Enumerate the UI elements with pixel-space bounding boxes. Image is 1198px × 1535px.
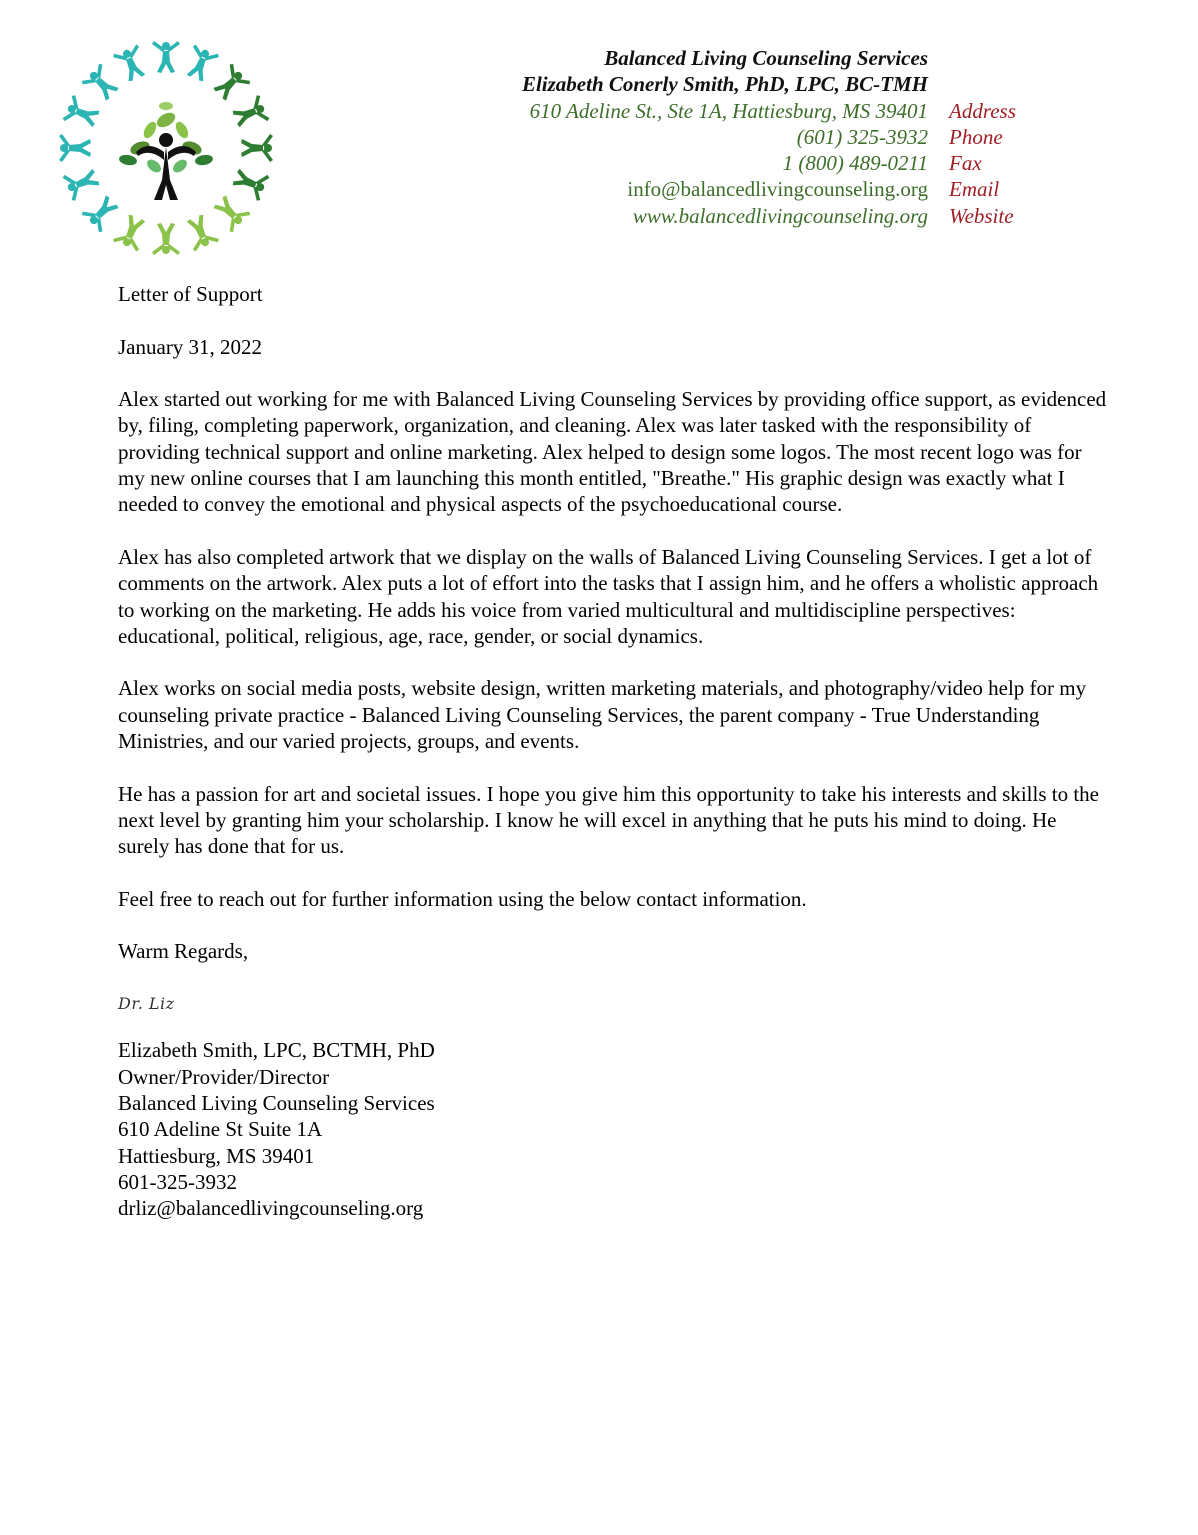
address-value: 610 Adeline St., Ste 1A, Hattiesburg, MS 39401 [529, 98, 928, 123]
ring-person-icon [230, 164, 270, 202]
ring-person-icon [182, 212, 220, 252]
ring-person-icon [80, 191, 122, 233]
org-name: Balanced Living Counseling Services [604, 46, 928, 70]
signature: Dr. Liz [118, 994, 175, 1014]
letter-body [118, 281, 1108, 1221]
ring-person-icon [59, 134, 91, 162]
ring-person-icon [152, 41, 180, 73]
contact-website [400, 203, 1040, 229]
address-label: Address [949, 98, 1016, 123]
signer-city: Hattiesburg, MS 39401 [118, 1143, 315, 1168]
signer-street: 610 Adeline St Suite 1A [118, 1117, 323, 1142]
ring-person-icon [209, 62, 251, 104]
letter-heading: Letter of Support [118, 282, 263, 306]
signer-block [118, 1037, 1108, 1221]
ring-person-icon [112, 44, 150, 84]
ring-person-icon [80, 62, 122, 104]
signer-org: Balanced Living Counseling Services [118, 1090, 435, 1115]
email-label: Email [949, 177, 1000, 202]
contact-email [400, 176, 1040, 202]
fax-value: 1 (800) 489-0211 [782, 151, 928, 176]
paragraph: Alex started out working for me with Balanced Living Counseling Services by providing office support, as evidenced by, filing, completing paperwork, organization, and cleaning. Alex was later tasked with the responsibility of providing technical support and online marketing. Alex helped to design some logos. The most recent logo was for my new online courses that I am launching this month entitled, "Breathe." His graphic design was exactly what I needed to convey the emotional and physical aspects of the psychoeducational course. [118, 387, 1107, 517]
signer-name: Elizabeth Smith, LPC, BCTMH, PhD [118, 1038, 435, 1063]
ring-person-icon [241, 134, 273, 162]
ring-person-icon [112, 212, 150, 252]
paragraph: He has a passion for art and societal issues. I hope you give him this opportunity to take his interests and skills to the next level by granting him your scholarship. I know he will excel in anything that he puts his mind to doing. He surely has done that for us. [118, 781, 1100, 859]
phone-label: Phone [949, 124, 1003, 149]
letter-date: January 31, 2022 [118, 334, 263, 359]
company-logo [58, 40, 274, 256]
signer-title: Owner/Provider/Director [118, 1064, 330, 1089]
paragraph: Alex works on social media posts, website design, written marketing materials, and photography/video help for my counseling private practice - Balanced Living Counseling Services, the parent company - True Understanding Ministries, and our varied projects, groups, and events. [118, 676, 1087, 754]
contact-phone [400, 124, 1040, 150]
tree-person-icon [118, 102, 213, 200]
ring-person-icon [62, 164, 102, 202]
ring-person-icon [230, 94, 270, 132]
paragraph: Alex has also completed artwork that we display on the walls of Balanced Living Counseling Services. I get a lot of comments on the artwork. Alex puts a lot of effort into the tasks that I assign him, and he offers a wholistic approach to working on the marketing. He adds his voice from varied multicultural and multidiscipline perspectives: educational, political, religious, age, race, gender, or social dynamics. [118, 544, 1099, 648]
closing: Warm Regards, [118, 939, 249, 964]
fax-label: Fax [949, 151, 982, 176]
email-value: info@balancedlivingcounseling.org [627, 177, 928, 202]
ring-person-icon [152, 223, 180, 255]
phone-value: (601) 325-3932 [796, 124, 928, 149]
contact-fax [400, 150, 1040, 176]
website-label: Website [949, 203, 1014, 228]
ring-person-icon [182, 44, 220, 84]
signer-phone: 601-325-3932 [118, 1169, 237, 1194]
signer-email: drliz@balancedlivingcounseling.org [118, 1196, 424, 1221]
contact-address [400, 98, 1040, 124]
paragraph: Feel free to reach out for further information using the below contact information. [118, 886, 807, 911]
ring-person-icon [209, 191, 251, 233]
website-value: www.balancedlivingcounseling.org [632, 203, 928, 228]
ring-person-icon [62, 94, 102, 132]
person-name: Elizabeth Conerly Smith, PhD, LPC, BC-TMH [521, 72, 928, 97]
letterhead [400, 45, 1040, 229]
